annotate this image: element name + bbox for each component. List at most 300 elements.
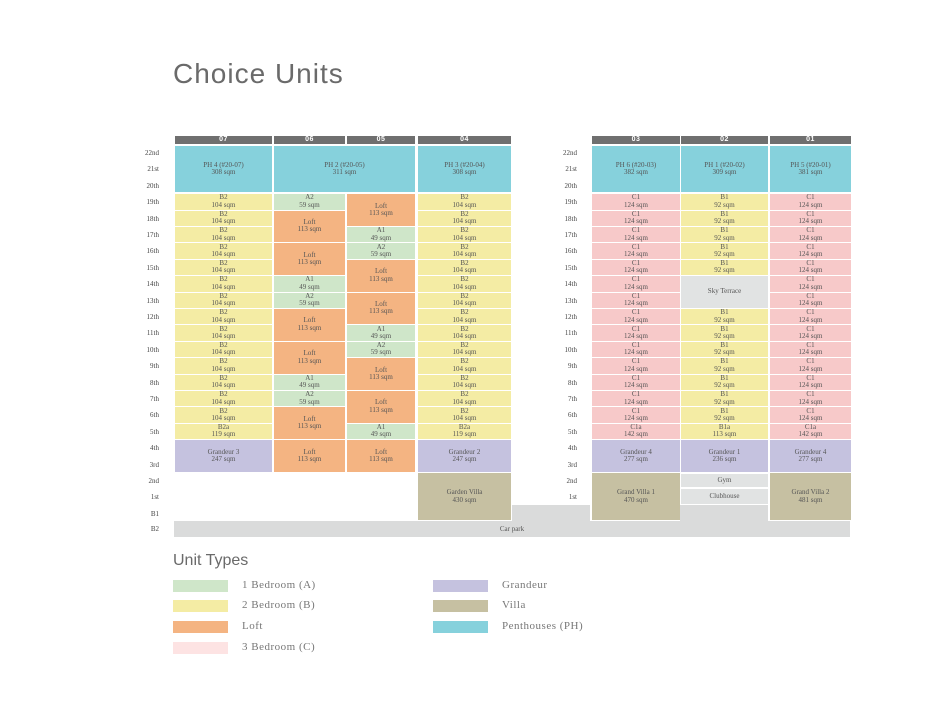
unit-cell xyxy=(347,424,415,440)
unit-area: 104 sqm xyxy=(211,397,236,406)
unit-name: C1 xyxy=(806,194,815,202)
unit-cell xyxy=(770,358,851,374)
unit-cell xyxy=(770,309,851,325)
unit-cell xyxy=(681,243,768,259)
floor-label-2nd: 2nd xyxy=(148,477,159,485)
unit-name: B2 xyxy=(460,309,469,317)
unit-cell xyxy=(418,424,511,440)
unit-name: A1 xyxy=(376,227,386,235)
unit-name: B1 xyxy=(720,374,729,382)
unit-area: 104 sqm xyxy=(452,348,477,357)
unit-area: 104 sqm xyxy=(452,364,477,373)
unit-cell xyxy=(770,424,851,440)
unit-name: C1 xyxy=(631,243,641,251)
unit-name: C1 xyxy=(631,391,641,399)
unit-name: C1 xyxy=(806,259,815,267)
unit-area: 124 sqm xyxy=(624,381,648,390)
unit-cell xyxy=(681,358,768,374)
unit-cell xyxy=(418,146,511,193)
unit-name: C1a xyxy=(630,423,642,431)
unit-name: B2a xyxy=(217,423,230,431)
unit-area: 104 sqm xyxy=(211,282,236,291)
unit-name: Gym xyxy=(717,475,732,484)
floor-label-18th: 18th xyxy=(564,214,577,223)
unit-cell xyxy=(175,407,272,423)
unit-name: C1 xyxy=(806,407,815,415)
unit-area: 277 sqm xyxy=(624,455,648,464)
unit-area: 104 sqm xyxy=(452,332,477,341)
unit-area: 113 sqm xyxy=(297,422,322,431)
unit-area: 49 sqm xyxy=(299,381,320,390)
unit-area: 92 sqm xyxy=(714,217,735,226)
unit-cell xyxy=(347,358,415,391)
unit-name: B2 xyxy=(219,276,228,284)
floor-label-3rd: 3rd xyxy=(567,460,577,469)
unit-name: PH 3 (#20-04) xyxy=(444,160,485,169)
unit-cell xyxy=(592,260,680,276)
floor-label-17th: 17th xyxy=(146,231,159,239)
unit-area: 104 sqm xyxy=(452,266,477,275)
unit-name: B1 xyxy=(720,358,729,366)
unit-area: 92 sqm xyxy=(714,381,735,390)
unit-area: 113 sqm xyxy=(297,258,322,267)
unit-cell xyxy=(175,325,272,341)
unit-cell xyxy=(770,440,851,473)
unit-cell xyxy=(418,473,511,521)
unit-area: 49 sqm xyxy=(370,233,392,242)
unit-area: 92 sqm xyxy=(714,364,735,373)
unit-area: 59 sqm xyxy=(299,299,320,308)
floor-label-15th: 15th xyxy=(564,263,577,272)
unit-cell xyxy=(592,243,680,259)
unit-cell xyxy=(681,211,768,227)
car-park: Car park xyxy=(174,521,850,537)
unit-name: B1 xyxy=(720,407,729,415)
unit-area: 49 sqm xyxy=(370,332,392,341)
column-header-04: 04 xyxy=(418,136,511,144)
floor-label-b1: B1 xyxy=(150,509,159,518)
unit-name: B1 xyxy=(720,259,729,267)
legend-swatch xyxy=(173,621,228,633)
legend-swatch xyxy=(173,642,228,654)
unit-name: Loft xyxy=(374,299,388,308)
floor-label-4th: 4th xyxy=(568,444,577,453)
unit-area: 104 sqm xyxy=(452,233,477,242)
unit-area: 124 sqm xyxy=(798,348,823,357)
unit-area: 104 sqm xyxy=(452,200,477,209)
floor-label-9th: 9th xyxy=(150,362,159,371)
unit-name: C1 xyxy=(631,325,641,333)
unit-cell xyxy=(592,358,680,374)
floor-label-7th: 7th xyxy=(568,395,577,403)
unit-cell xyxy=(175,293,272,309)
unit-name: PH 1 (#20-02) xyxy=(704,160,745,169)
unit-cell xyxy=(274,276,345,292)
floor-label-6th: 6th xyxy=(150,411,159,420)
floor-label-16th: 16th xyxy=(146,247,159,256)
unit-name: C1 xyxy=(806,341,815,349)
unit-name: A1 xyxy=(305,276,314,284)
floor-label-9th: 9th xyxy=(568,362,577,371)
unit-area: 113 sqm xyxy=(369,405,393,414)
unit-area: 119 sqm xyxy=(211,430,236,439)
unit-name: C1 xyxy=(806,325,815,333)
floor-label-1st: 1st xyxy=(568,493,577,502)
unit-name: Grandeur 2 xyxy=(448,447,481,456)
unit-name: B2a xyxy=(458,423,471,431)
unit-name: C1 xyxy=(806,227,815,235)
unit-cell xyxy=(274,293,345,309)
unit-cell xyxy=(418,211,511,227)
unit-name: Loft xyxy=(303,250,316,259)
unit-area: 104 sqm xyxy=(452,282,477,291)
unit-area: 470 sqm xyxy=(624,495,648,504)
unit-cell xyxy=(175,375,272,391)
unit-name: Loft xyxy=(374,398,388,407)
unit-area: 311 sqm xyxy=(332,168,357,176)
unit-cell xyxy=(274,407,345,440)
floor-label-5th: 5th xyxy=(568,427,577,436)
unit-area: 124 sqm xyxy=(624,299,648,308)
unit-area: 92 sqm xyxy=(714,332,735,341)
unit-cell xyxy=(681,260,768,276)
column-header-01: 01 xyxy=(770,136,851,144)
unit-area: 92 sqm xyxy=(714,414,735,423)
unit-name: C1a xyxy=(804,423,817,431)
unit-name: A2 xyxy=(376,243,386,251)
unit-area: 113 sqm xyxy=(297,455,322,464)
unit-area: 92 sqm xyxy=(714,315,735,324)
unit-name: B1 xyxy=(720,210,729,218)
unit-area: 481 sqm xyxy=(798,495,823,504)
unit-area: 277 sqm xyxy=(798,455,823,464)
unit-name: PH 6 (#20-03) xyxy=(615,160,657,169)
legend-swatch xyxy=(173,600,228,612)
unit-area: 124 sqm xyxy=(798,299,823,308)
unit-cell xyxy=(681,227,768,243)
unit-name: A2 xyxy=(305,292,314,300)
unit-cell xyxy=(347,440,415,473)
unit-cell xyxy=(175,243,272,259)
unit-area: 113 sqm xyxy=(297,225,322,234)
floor-label-22nd: 22nd xyxy=(563,149,577,157)
unit-cell xyxy=(347,194,415,227)
unit-cell xyxy=(681,342,768,358)
unit-area: 113 sqm xyxy=(297,323,322,332)
floor-label-17th: 17th xyxy=(564,231,577,239)
unit-area: 124 sqm xyxy=(798,200,823,209)
unit-name: B2 xyxy=(219,259,228,267)
floor-label-18th: 18th xyxy=(146,214,159,223)
unit-cell xyxy=(175,194,272,210)
unit-name: C1 xyxy=(631,227,641,235)
unit-area: 113 sqm xyxy=(369,274,393,283)
unit-name: A2 xyxy=(376,341,386,349)
unit-cell xyxy=(347,325,415,341)
unit-name: B1 xyxy=(720,309,729,317)
unit-area: 104 sqm xyxy=(211,217,236,226)
unit-area: 59 sqm xyxy=(299,397,320,406)
unit-area: 104 sqm xyxy=(211,332,236,341)
unit-cell xyxy=(347,293,415,326)
unit-cell xyxy=(274,440,345,473)
unit-area: 104 sqm xyxy=(452,299,477,308)
unit-cell xyxy=(681,276,768,309)
floor-label-14th: 14th xyxy=(564,280,577,289)
unit-name: B2 xyxy=(460,407,469,415)
legend-title: Unit Types xyxy=(173,552,249,569)
legend-label: Loft xyxy=(242,620,263,632)
unit-name: A1 xyxy=(376,423,386,431)
unit-cell xyxy=(592,309,680,325)
unit-name: Sky Terrace xyxy=(707,287,742,296)
unit-cell xyxy=(418,325,511,341)
unit-name: Grand Villa 2 xyxy=(791,488,830,496)
unit-cell xyxy=(592,391,680,407)
unit-name: B2 xyxy=(219,391,228,399)
unit-area: 104 sqm xyxy=(452,250,477,259)
unit-area: 104 sqm xyxy=(211,414,236,423)
unit-name: C1 xyxy=(806,391,815,399)
floor-label-5th: 5th xyxy=(150,427,159,436)
unit-name: Loft xyxy=(374,447,388,456)
unit-cell xyxy=(770,391,851,407)
unit-cell xyxy=(418,391,511,407)
unit-cell xyxy=(592,276,680,292)
floor-label-b2: B2 xyxy=(150,525,159,533)
unit-cell xyxy=(681,474,768,488)
unit-area: 104 sqm xyxy=(452,217,477,226)
unit-area: 124 sqm xyxy=(624,397,648,406)
unit-cell xyxy=(770,375,851,391)
unit-name: C1 xyxy=(631,309,641,317)
unit-name: Grandeur 4 xyxy=(794,447,827,456)
unit-cell xyxy=(418,243,511,259)
unit-name: B2 xyxy=(219,194,228,202)
floor-label-6th: 6th xyxy=(568,411,577,420)
unit-area: 124 sqm xyxy=(624,282,648,291)
unit-cell xyxy=(770,146,851,193)
unit-name: C1 xyxy=(631,276,641,284)
unit-cell xyxy=(418,375,511,391)
unit-cell xyxy=(418,309,511,325)
unit-cell xyxy=(418,194,511,210)
floor-label-19th: 19th xyxy=(146,198,159,207)
unit-cell xyxy=(274,342,345,375)
unit-name: C1 xyxy=(806,243,815,251)
ground-step-right xyxy=(680,505,768,521)
unit-name: PH 5 (#20-01) xyxy=(790,160,831,169)
floor-label-21st: 21st xyxy=(565,165,577,174)
unit-area: 49 sqm xyxy=(299,282,320,291)
unit-name: B1 xyxy=(720,391,729,399)
unit-name: B2 xyxy=(460,391,469,399)
unit-name: B2 xyxy=(460,374,469,382)
unit-area: 124 sqm xyxy=(798,250,823,259)
unit-area: 382 sqm xyxy=(624,168,648,176)
floor-label-7th: 7th xyxy=(150,395,159,403)
unit-name: B2 xyxy=(219,358,228,366)
unit-name: B1 xyxy=(720,341,729,349)
unit-cell xyxy=(592,293,680,309)
floor-label-13th: 13th xyxy=(564,296,577,305)
unit-area: 92 sqm xyxy=(714,397,735,406)
unit-cell xyxy=(175,260,272,276)
unit-area: 308 sqm xyxy=(452,168,477,176)
unit-name: B2 xyxy=(219,227,228,235)
unit-name: Garden Villa xyxy=(446,488,483,496)
unit-area: 113 sqm xyxy=(297,356,322,365)
unit-area: 142 sqm xyxy=(624,430,648,439)
unit-cell xyxy=(274,375,345,391)
unit-area: 113 sqm xyxy=(369,373,393,382)
unit-cell xyxy=(592,375,680,391)
unit-area: 124 sqm xyxy=(624,364,648,373)
unit-name: C1 xyxy=(806,292,815,300)
unit-cell xyxy=(592,325,680,341)
unit-cell xyxy=(592,194,680,210)
unit-area: 124 sqm xyxy=(798,414,823,423)
unit-area: 113 sqm xyxy=(369,455,393,464)
unit-name: B2 xyxy=(460,276,469,284)
unit-area: 59 sqm xyxy=(299,200,320,209)
unit-name: B1 xyxy=(720,194,729,202)
floor-label-12th: 12th xyxy=(146,313,159,321)
unit-area: 104 sqm xyxy=(452,414,477,423)
floor-label-2nd: 2nd xyxy=(566,477,577,485)
floor-label-8th: 8th xyxy=(568,378,577,387)
unit-cell xyxy=(770,325,851,341)
floor-label-3rd: 3rd xyxy=(149,460,159,469)
unit-cell xyxy=(681,146,768,193)
unit-area: 49 sqm xyxy=(370,430,392,439)
unit-area: 124 sqm xyxy=(798,217,823,226)
ground-step-left xyxy=(512,505,590,521)
unit-name: Loft xyxy=(303,349,316,358)
unit-cell xyxy=(418,342,511,358)
unit-name: B2 xyxy=(460,341,469,349)
unit-cell xyxy=(175,342,272,358)
unit-area: 104 sqm xyxy=(452,315,477,324)
unit-name: B2 xyxy=(219,341,228,349)
unit-area: 124 sqm xyxy=(798,282,823,291)
unit-cell xyxy=(770,227,851,243)
unit-area: 104 sqm xyxy=(211,315,236,324)
unit-area: 430 sqm xyxy=(452,495,477,504)
floor-label-8th: 8th xyxy=(150,378,159,387)
unit-name: C1 xyxy=(631,194,641,202)
unit-name: B2 xyxy=(219,309,228,317)
floor-label-21st: 21st xyxy=(147,165,159,174)
unit-cell xyxy=(274,243,345,276)
unit-name: B1a xyxy=(718,423,731,431)
unit-area: 124 sqm xyxy=(624,266,648,275)
unit-cell xyxy=(175,391,272,407)
floor-label-1st: 1st xyxy=(150,493,159,502)
unit-area: 124 sqm xyxy=(798,233,823,242)
unit-name: Loft xyxy=(374,267,388,276)
unit-area: 124 sqm xyxy=(624,414,648,423)
unit-name: B2 xyxy=(219,325,228,333)
unit-area: 104 sqm xyxy=(211,299,236,308)
legend-label: 2 Bedroom (B) xyxy=(242,599,316,611)
unit-cell xyxy=(175,227,272,243)
unit-area: 124 sqm xyxy=(624,217,648,226)
unit-area: 104 sqm xyxy=(452,381,477,390)
unit-cell xyxy=(175,309,272,325)
unit-area: 309 sqm xyxy=(712,168,737,176)
unit-area: 92 sqm xyxy=(714,200,735,209)
unit-cell xyxy=(681,375,768,391)
unit-area: 59 sqm xyxy=(370,250,392,259)
legend-label: Penthouses (PH) xyxy=(502,620,584,632)
unit-cell xyxy=(770,407,851,423)
unit-area: 142 sqm xyxy=(798,430,823,439)
unit-cell xyxy=(770,260,851,276)
unit-area: 247 sqm xyxy=(452,455,477,464)
unit-area: 124 sqm xyxy=(798,397,823,406)
unit-area: 124 sqm xyxy=(624,250,648,259)
unit-cell xyxy=(592,407,680,423)
floor-label-20th: 20th xyxy=(564,181,577,190)
unit-cell xyxy=(592,473,680,521)
unit-name: A1 xyxy=(376,325,386,333)
unit-cell xyxy=(347,227,415,243)
unit-name: PH 2 (#20-05) xyxy=(324,160,365,169)
floor-label-4th: 4th xyxy=(150,444,159,453)
unit-name: A2 xyxy=(305,391,314,399)
unit-cell xyxy=(681,194,768,210)
unit-name: B2 xyxy=(460,227,469,235)
unit-cell xyxy=(592,227,680,243)
unit-area: 124 sqm xyxy=(624,233,648,242)
floor-label-10th: 10th xyxy=(146,345,159,354)
unit-name: Loft xyxy=(303,217,316,226)
unit-name: C1 xyxy=(631,259,641,267)
unit-name: C1 xyxy=(631,374,641,382)
unit-cell xyxy=(274,309,345,342)
legend-label: 1 Bedroom (A) xyxy=(242,579,316,591)
unit-area: 124 sqm xyxy=(624,200,648,209)
unit-area: 104 sqm xyxy=(211,233,236,242)
unit-name: Grandeur 1 xyxy=(708,447,741,456)
legend-label: Villa xyxy=(502,599,526,611)
unit-cell xyxy=(592,440,680,473)
unit-cell xyxy=(418,293,511,309)
unit-cell xyxy=(681,424,768,440)
unit-name: Clubhouse xyxy=(709,491,740,500)
floor-label-12th: 12th xyxy=(564,313,577,321)
unit-area: 104 sqm xyxy=(211,266,236,275)
unit-area: 124 sqm xyxy=(798,364,823,373)
unit-cell xyxy=(175,146,272,193)
unit-cell xyxy=(681,325,768,341)
unit-name: B2 xyxy=(219,374,228,382)
unit-area: 59 sqm xyxy=(370,348,392,357)
unit-name: PH 4 (#20-07) xyxy=(203,160,244,169)
unit-name: Loft xyxy=(374,201,388,210)
unit-area: 308 sqm xyxy=(211,168,236,176)
unit-cell xyxy=(770,276,851,292)
unit-cell xyxy=(770,473,851,521)
floor-label-19th: 19th xyxy=(564,198,577,207)
legend-swatch xyxy=(173,580,228,592)
column-header-02: 02 xyxy=(681,136,768,144)
unit-cell xyxy=(175,211,272,227)
unit-name: C1 xyxy=(806,309,815,317)
unit-area: 124 sqm xyxy=(798,332,823,341)
unit-name: B1 xyxy=(720,243,729,251)
